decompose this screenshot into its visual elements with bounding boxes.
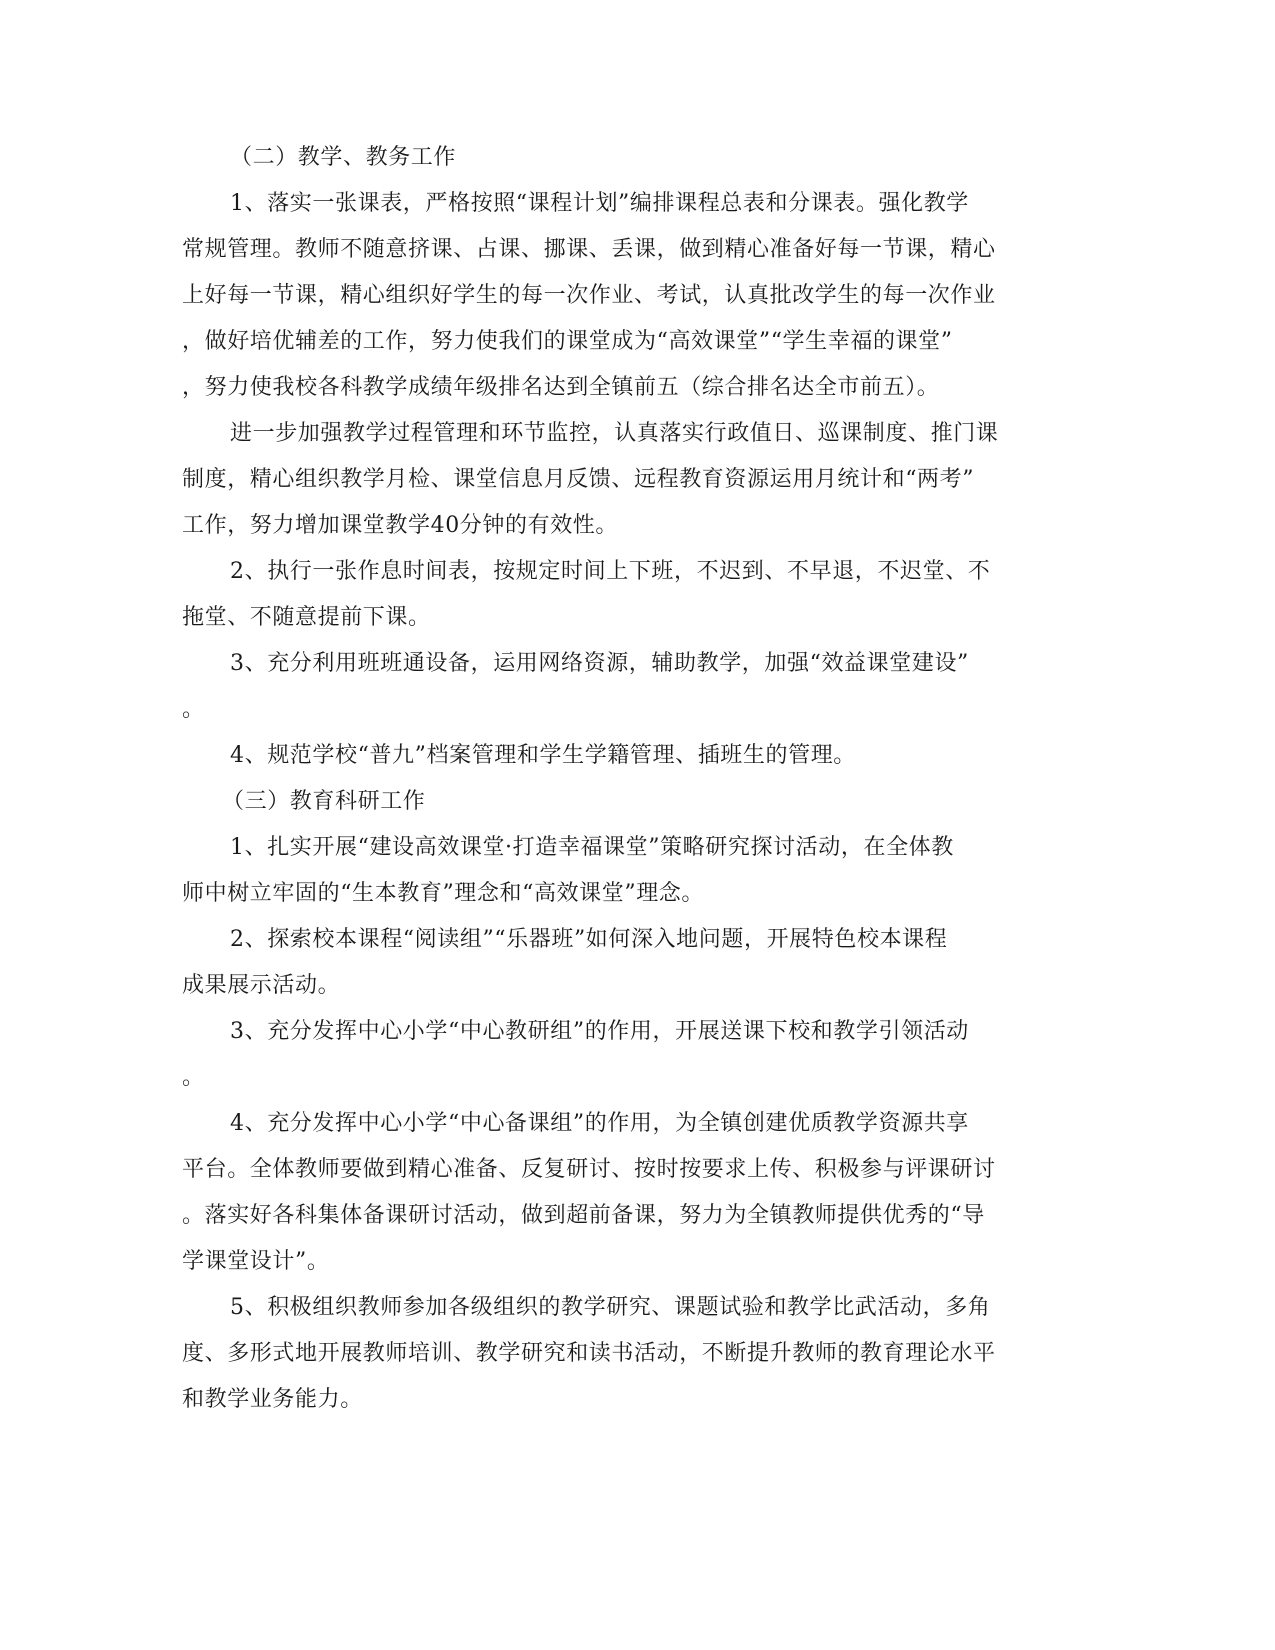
paragraph-line: 3、充分发挥中心小学“中心教研组”的作用，开展送课下校和教学引领活动 <box>230 1019 969 1044</box>
paragraph-line: 常规管理。教师不随意挤课、占课、挪课、丢课，做到精心准备好每一节课，精心 <box>182 237 996 262</box>
paragraph-line: 4、充分发挥中心小学“中心备课组”的作用，为全镇创建优质教学资源共享 <box>230 1111 969 1136</box>
paragraph-line: 成果展示活动。 <box>182 973 341 998</box>
paragraph-line: 5、积极组织教师参加各级组织的教学研究、课题试验和教学比武活动，多角 <box>230 1295 991 1320</box>
paragraph-line: 上好每一节课，精心组织好学生的每一次作业、考试，认真批改学生的每一次作业 <box>182 283 996 308</box>
paragraph-line: 和教学业务能力。 <box>182 1387 363 1412</box>
paragraph-line: 师中树立牢固的“生本教育”理念和“高效课堂”理念。 <box>182 881 704 906</box>
paragraph-line: 学课堂设计”。 <box>182 1249 330 1274</box>
paragraph-line: 1、落实一张课表，严格按照“课程计划”编排课程总表和分课表。强化教学 <box>230 191 969 216</box>
paragraph-line: 2、执行一张作息时间表，按规定时间上下班，不迟到、不早退，不迟堂、不 <box>230 559 991 584</box>
paragraph-line: 1、扎实开展“建设高效课堂·打造幸福课堂”策略研究探讨活动，在全体教 <box>230 835 954 860</box>
paragraph-line: 。 <box>182 1065 205 1090</box>
paragraph-line: 进一步加强教学过程管理和环节监控，认真落实行政值日、巡课制度、推门课 <box>230 421 999 446</box>
paragraph-line: 2、探索校本课程“阅读组”“乐器班”如何深入地问题，开展特色校本课程 <box>230 927 948 952</box>
paragraph-line: 平台。全体教师要做到精心准备、反复研讨、按时按要求上传、积极参与评课研讨 <box>182 1157 996 1182</box>
paragraph-line: 度、多形式地开展教师培训、教学研究和读书活动，不断提升教师的教育理论水平 <box>182 1341 996 1366</box>
section-heading-research: （三）教育科研工作 <box>222 789 426 814</box>
paragraph-line: 。 <box>182 697 205 722</box>
paragraph-line: ，做好培优辅差的工作，努力使我们的课堂成为“高效课堂”“学生幸福的课堂” <box>182 329 953 354</box>
paragraph-line: 。落实好各科集体备课研讨活动，做到超前备课，努力为全镇教师提供优秀的“导 <box>182 1203 985 1228</box>
paragraph-line: 4、规范学校“普九”档案管理和学生学籍管理、插班生的管理。 <box>230 743 856 768</box>
section-heading-teaching: （二）教学、教务工作 <box>230 145 457 170</box>
paragraph-line: 制度，精心组织教学月检、课堂信息月反馈、远程教育资源运用月统计和“两考” <box>182 467 975 492</box>
paragraph-line: 拖堂、不随意提前下课。 <box>182 605 431 630</box>
paragraph-line: 3、充分利用班班通设备，运用网络资源，辅助教学，加强“效益课堂建设” <box>230 651 969 676</box>
paragraph-line: 工作，努力增加课堂教学40分钟的有效性。 <box>182 513 618 538</box>
paragraph-line: ，努力使我校各科教学成绩年级排名达到全镇前五（综合排名达全市前五）。 <box>182 375 940 400</box>
